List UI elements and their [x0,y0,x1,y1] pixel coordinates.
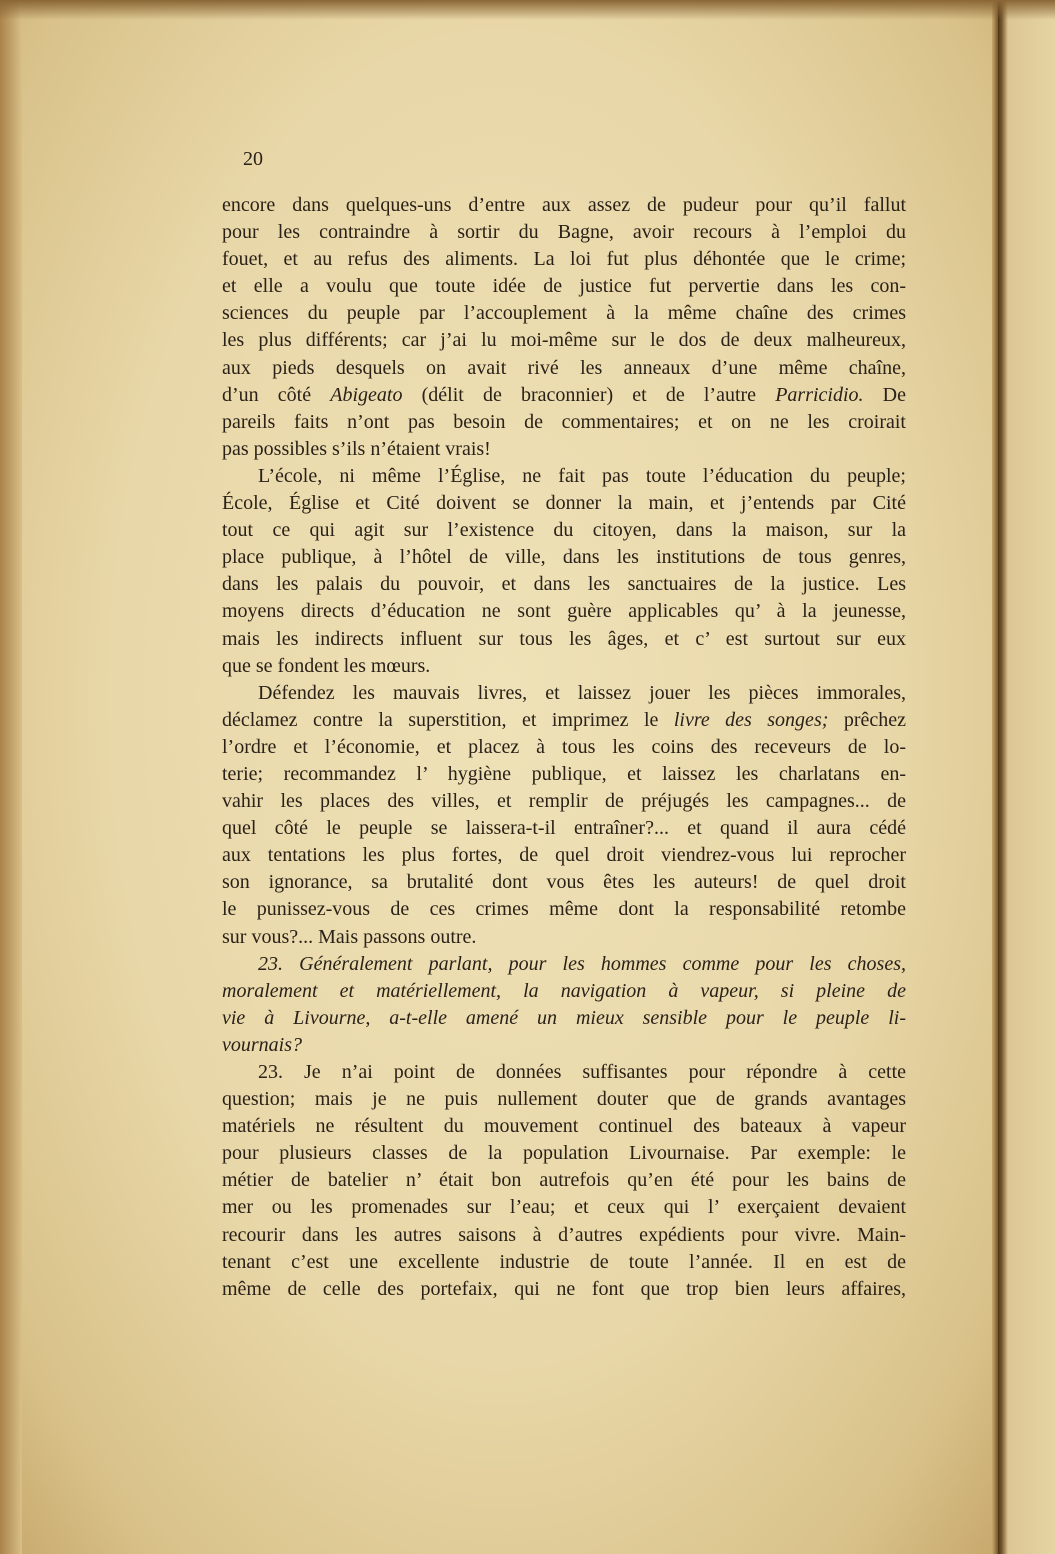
text-line [222,1249,906,1276]
text-line [222,978,906,1005]
paragraph [222,680,906,951]
paragraph [222,951,906,1059]
text-segment: prêchez [828,708,906,731]
text-line [222,1140,906,1167]
text-line [222,1005,906,1032]
text-line [222,463,906,490]
text-segment: pour plusieurs classes de la population Livournaise. Par exemple: le [222,1142,906,1165]
text-segment: l’ordre et l’économie, et placez à tous les coins des receveurs de lo- [222,735,906,758]
text-segment: aux tentations les plus fortes, de quel droit viendrez-vous lui reprocher [222,844,906,867]
text-line [222,815,906,842]
text-line [222,598,906,625]
text-line [222,409,906,436]
italic-text: Abigeato [330,383,403,406]
italic-text: 23. Généralement parlant, pour les hommes comme pour les choses, [258,952,906,975]
paragraph [222,1059,906,1303]
text-segment: Défendez les mauvais livres, et laissez jouer les pièces immorales, [258,681,906,704]
text-line [222,490,906,517]
text-segment: fouet, et au refus des aliments. La loi fut plus déhontée que le crime; [222,248,906,271]
text-segment: que se fondent les mœurs. [222,654,431,677]
text-line [222,842,906,869]
text-segment: mer ou les promenades sur l’eau; et ceux qui l’ exerçaient devaient [222,1196,906,1219]
text-segment: pas possibles s’ils n’étaient vrais! [222,437,491,460]
italic-text: Parricidio. [775,383,864,406]
text-line [222,1167,906,1194]
paragraph [222,192,906,463]
text-segment: quel côté le peuple se laissera-t-il entraîner?... et quand il aura cédé [222,817,906,840]
text-segment: et elle a voulu que toute idée de justice fut pervertie dans les con- [222,275,906,298]
paragraph [222,463,906,680]
text-line [222,1032,906,1059]
text-line [222,869,906,896]
text-line [222,924,906,951]
italic-text: vie à Livourne, a-t-elle amené un mieux sensible pour le peuple li- [222,1006,906,1029]
text-line [222,382,906,409]
text-segment: tenant c’est une excellente industrie de toute l’année. Il en est de [222,1250,906,1273]
page-number: 20 [243,148,263,170]
text-segment: dans les palais du pouvoir, et dans les sanctuaires de la justice. Les [222,573,906,596]
text-segment: terie; recommandez l’ hygiène publique, et laissez les charlatans en- [222,762,906,785]
text-line [222,327,906,354]
text-segment: École, Église et Cité doivent se donner la main, et j’entends par Cité [222,492,906,515]
text-segment: (délit de braconnier) et de l’autre [402,383,776,406]
text-line [222,517,906,544]
text-line [222,1113,906,1140]
italic-text: moralement et matériellement, la navigation à vapeur, si pleine de [222,979,906,1002]
text-segment: sur vous?... Mais passons outre. [222,925,477,948]
text-line [222,951,906,978]
text-line [222,192,906,219]
text-segment: moyens directs d’éducation ne sont guère applicables qu’ à la jeunesse, [222,600,906,623]
text-segment: d’un côté [222,383,331,406]
text-line [222,1086,906,1113]
italic-text: vournais? [222,1033,302,1056]
text-segment: matériels ne résultent du mouvement continuel des bateaux à vapeur [222,1115,906,1138]
body-text [222,192,906,1303]
text-line [222,653,906,680]
text-line [222,896,906,923]
italic-text: livre des songes; [673,708,829,731]
text-segment: métier de batelier n’ était bon autrefois qu’en été pour les bains de [222,1169,906,1192]
text-line [222,300,906,327]
text-segment: déclamez contre la superstition, et imprimez le [222,708,674,731]
text-line [222,1276,906,1303]
text-segment: pareils faits n’ont pas besoin de commentaires; et on ne les croirait [222,410,906,433]
text-segment: De [863,383,906,406]
text-line [222,707,906,734]
text-segment: vahir les places des villes, et remplir de préjugés les campagnes... de [222,790,906,813]
text-line [222,1059,906,1086]
text-segment: son ignorance, sa brutalité dont vous êtes les auteurs! de quel droit [222,871,906,894]
text-segment: L’école, ni même l’Église, ne fait pas toute l’éducation du peuple; [258,464,906,487]
text-segment: le punissez-vous de ces crimes même dont la responsabilité retombe [222,898,906,921]
scan-shadow [0,0,1055,20]
text-segment: même de celle des portefaix, qui ne font que trop bien leurs affaires, [222,1277,906,1300]
text-segment: encore dans quelques-uns d’entre aux assez de pudeur pour qu’il fallut [222,194,906,216]
text-line [222,626,906,653]
text-line [222,761,906,788]
text-line [222,544,906,571]
text-segment: mais les indirects influent sur tous les âges, et c’ est surtout sur eux [222,627,906,650]
text-line [222,273,906,300]
text-segment: recourir dans les autres saisons à d’autres expédients pour vivre. Main- [222,1223,906,1246]
text-segment: place publique, à l’hôtel de ville, dans les institutions de tous genres, [222,546,906,569]
text-line [222,219,906,246]
text-line [222,571,906,598]
text-line [222,355,906,382]
text-line [222,1194,906,1221]
text-line [222,788,906,815]
text-line [222,734,906,761]
text-segment: aux pieds desquels on avait rivé les anneaux d’une même chaîne, [222,356,906,379]
text-segment: pour les contraindre à sortir du Bagne, avoir recours à l’emploi du [222,221,906,244]
page-edge [0,0,22,1554]
text-segment: tout ce qui agit sur l’existence du citoyen, dans la maison, sur la [222,519,906,542]
text-segment: sciences du peuple par l’accouplement à la même chaîne des crimes [222,302,906,325]
text-line [222,680,906,707]
text-line [222,436,906,463]
text-segment: les plus différents; car j’ai lu moi-même sur le dos de deux malheureux, [222,329,906,352]
text-line [222,1222,906,1249]
text-segment: 23. Je n’ai point de données suffisantes pour répondre à cette [258,1061,906,1083]
text-line [222,246,906,273]
adjacent-page-edge [998,0,1055,1554]
text-segment: question; mais je ne puis nullement douter que de grands avantages [222,1088,906,1111]
